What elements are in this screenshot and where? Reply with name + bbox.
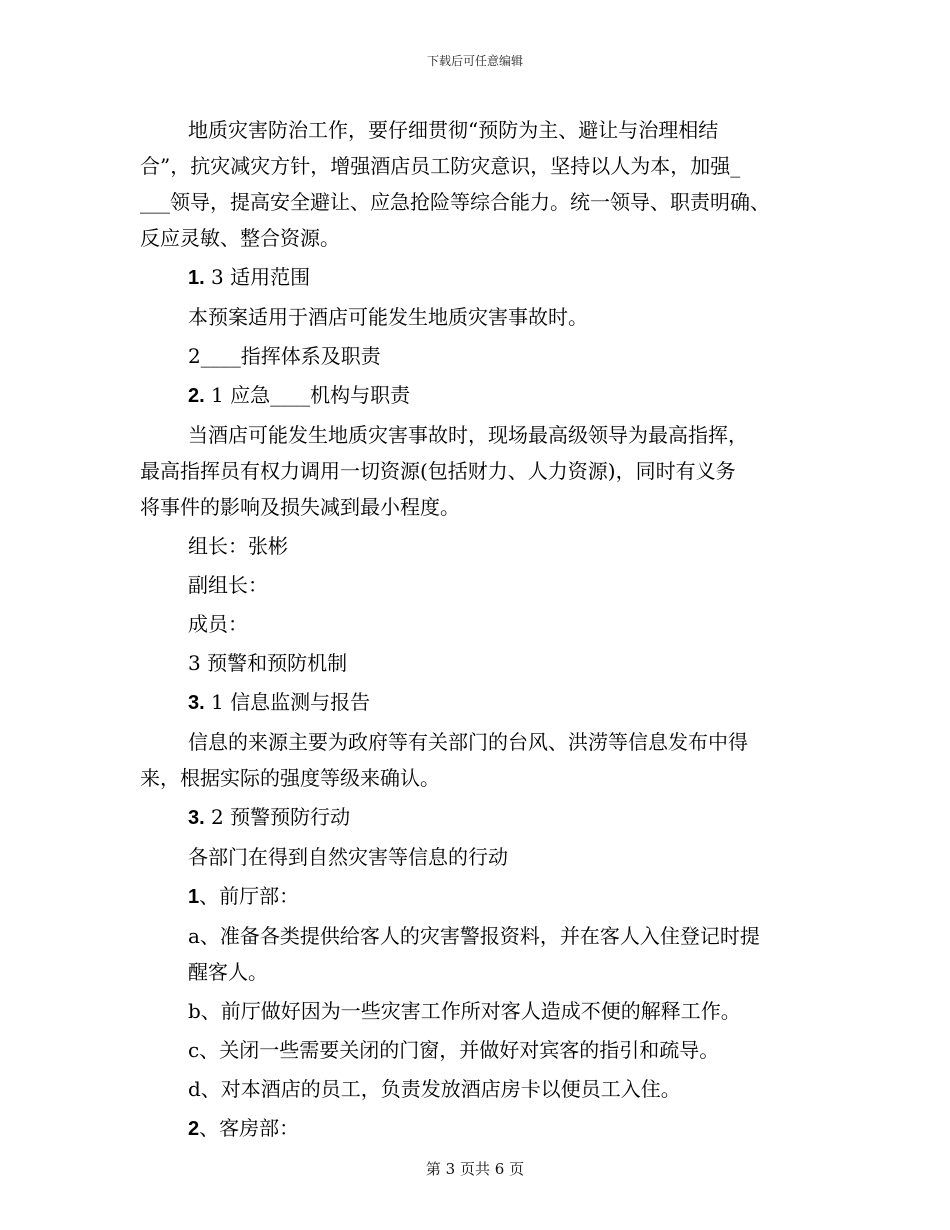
section-heading-3-1 xyxy=(140,684,820,721)
list-title: 、客房部： xyxy=(199,1116,300,1140)
paragraph-scope: 本预案适用于酒店可能发生地质灾害事故时。 xyxy=(188,305,588,329)
paragraph-guiding-principle xyxy=(140,112,820,256)
text-line: 最高指挥员有权力调用一切资源(包括财力、人力资源)，同时有义务 xyxy=(140,459,736,483)
list-heading-housekeeping xyxy=(140,1110,820,1147)
section-heading-3: 3 预警和预防机制 xyxy=(188,651,348,675)
section-heading-2-1 xyxy=(140,377,820,414)
section-number: 2. xyxy=(188,385,205,407)
paragraph-dept-actions: 各部门在得到自然灾害等信息的行动 xyxy=(188,845,508,869)
document-body xyxy=(140,112,820,1150)
section-title: 1 应急____机构与职责 xyxy=(204,383,411,407)
section-number: 3. xyxy=(188,807,205,829)
text-line: 信息的来源主要为政府等有关部门的台风、洪涝等信息发布中得 xyxy=(188,730,748,754)
list-heading-front-office xyxy=(140,878,820,915)
section-number: 3. xyxy=(188,692,205,714)
list-item-b: b、前厅做好因为一些灾害工作所对客人造成不便的解释工作。 xyxy=(188,999,741,1023)
list-title: 、前厅部： xyxy=(199,884,300,908)
text-line: 将事件的影响及损失减到最小程度。 xyxy=(140,495,460,519)
section-heading-3-2 xyxy=(140,799,820,836)
list-number: 1 xyxy=(188,886,200,908)
text-line: 地质灾害防治工作，要仔细贯彻“预防为主、避让与治理相结 xyxy=(188,118,719,142)
section-title: 2 预警预防行动 xyxy=(204,805,351,829)
list-item-a xyxy=(140,918,820,990)
list-item-c: c、关闭一些需要关闭的门窗，并做好对宾客的指引和疏导。 xyxy=(188,1038,720,1062)
list-number: 2 xyxy=(188,1118,200,1140)
section-title: 1 信息监测与报告 xyxy=(204,690,371,714)
text-line: 反应灵敏、整合资源。 xyxy=(140,226,340,250)
deputy-leader: 副组长： xyxy=(188,573,268,597)
text-line: ___领导，提高安全避让、应急抢险等综合能力。统一领导、职责明确、 xyxy=(140,190,770,214)
section-number: 1. xyxy=(188,267,205,289)
section-heading-2: 2____指挥体系及职责 xyxy=(188,344,381,368)
section-heading-1-3 xyxy=(140,259,820,296)
text-line: 来，根据实际的强度等级来确认。 xyxy=(140,766,440,790)
paragraph-command xyxy=(140,417,820,525)
page-footer: 第 3 页共 6 页 xyxy=(425,1160,525,1178)
text-line: 合”，抗灾减灾方针，增强酒店员工防灾意识，坚持以人为本，加强_ xyxy=(140,154,741,178)
members: 成员： xyxy=(188,612,248,636)
list-item-d: d、对本酒店的员工，负责发放酒店房卡以便员工入住。 xyxy=(188,1077,681,1101)
team-leader: 组长：张彬 xyxy=(188,534,288,558)
text-line: 醒客人。 xyxy=(188,960,268,984)
text-line: 当酒店可能发生地质灾害事故时，现场最高级领导为最高指挥， xyxy=(188,423,748,447)
section-title: 3 适用范围 xyxy=(204,265,311,289)
page-header: 下载后可任意编辑 xyxy=(426,54,523,68)
text-line: a、准备各类提供给客人的灾害警报资料，并在客人入住登记时提 xyxy=(188,924,760,948)
paragraph-info-source xyxy=(140,724,820,796)
